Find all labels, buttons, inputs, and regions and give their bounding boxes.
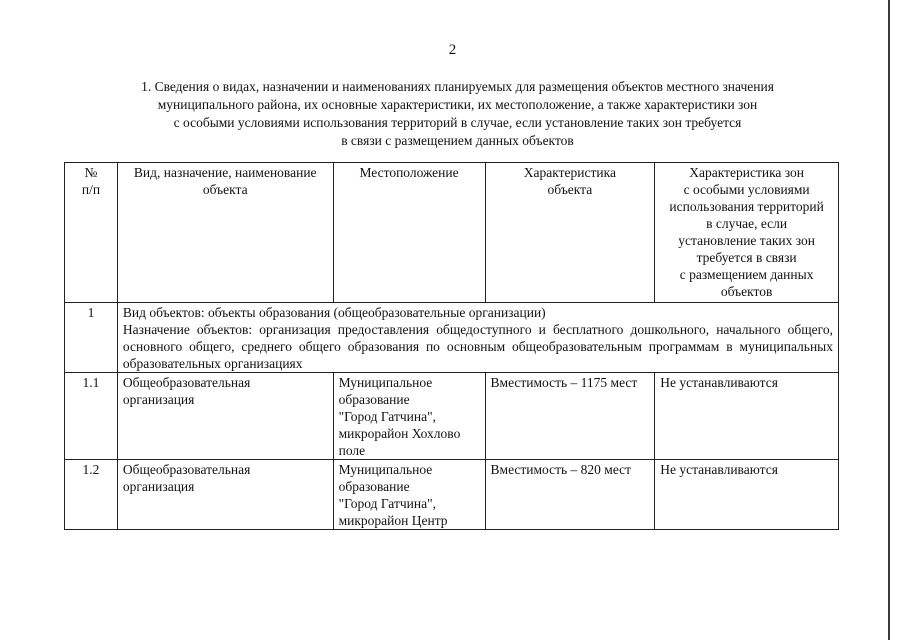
row-location	[333, 373, 485, 460]
group-num: 1	[65, 303, 118, 373]
header-line: п/п	[81, 182, 101, 197]
row-characteristic: Вместимость – 1175 мест	[485, 373, 655, 460]
group-purpose: Назначение объектов: организация предоставления общедоступного и бесплатного дошкольного, начального общего, основного общего, среднего общего образования по основным общеобразовательным программам в муниципальных образовательных организациях	[122, 322, 833, 371]
header-line: Характеристика	[523, 165, 616, 180]
header-characteristic	[485, 163, 655, 303]
group-row	[65, 303, 839, 373]
row-type	[117, 373, 333, 460]
cell-line: микрорайон Центр	[338, 513, 448, 528]
header-location	[333, 163, 485, 303]
page-edge-line	[888, 0, 890, 640]
cell-line: организация	[122, 392, 195, 407]
header-line: с размещением данных	[679, 267, 814, 282]
header-zone	[655, 163, 839, 303]
cell-line: "Город Гатчина",	[338, 409, 436, 424]
cell-line: Муниципальное	[338, 375, 433, 390]
row-num: 1.1	[65, 373, 118, 460]
row-location	[333, 460, 485, 530]
page-number: 2	[448, 42, 457, 58]
cell-line: поле	[338, 443, 366, 458]
header-line: объектов	[720, 284, 773, 299]
cell-line: Общеобразовательная	[122, 462, 251, 477]
header-line: объекта	[547, 182, 593, 197]
cell-line: образование	[338, 392, 410, 407]
header-line: Вид, назначение, наименование	[133, 165, 317, 180]
cell-line: организация	[122, 479, 195, 494]
header-type	[117, 163, 333, 303]
heading-line: муниципального района, их основные характеристики, их местоположение, а также характеристики зон	[157, 97, 758, 112]
header-line: Местоположение	[359, 165, 459, 180]
row-zone: Не устанавливаются	[655, 460, 839, 530]
row-type	[117, 460, 333, 530]
table-row	[65, 373, 839, 460]
header-line: использования территорий	[669, 199, 824, 214]
header-line: с особыми условиями	[683, 182, 810, 197]
cell-line: Общеобразовательная	[122, 375, 251, 390]
group-kind: Вид объектов: объекты образования (общеобразовательные организации)	[122, 305, 546, 320]
cell-line: "Город Гатчина",	[338, 496, 436, 511]
heading-line: 1. Сведения о видах, назначении и наименованиях планируемых для размещения объектов местного значения	[141, 79, 774, 94]
header-line: установление таких зон	[678, 233, 815, 248]
row-zone: Не устанавливаются	[655, 373, 839, 460]
header-num	[65, 163, 118, 303]
row-characteristic: Вместимость – 820 мест	[485, 460, 655, 530]
table-header-row	[65, 163, 839, 303]
header-line: в случае, если	[706, 216, 788, 231]
table-row	[65, 460, 839, 530]
heading-line: с особыми условиями использования территорий в случае, если установление таких зон требуется	[173, 115, 742, 130]
group-description	[117, 303, 838, 373]
cell-line: микрорайон Хохлово	[338, 426, 461, 441]
header-line: требуется в связи	[696, 250, 797, 265]
objects-table	[64, 162, 839, 530]
heading-line: в связи с размещением данных объектов	[341, 133, 574, 148]
cell-line: образование	[338, 479, 410, 494]
header-line: №	[84, 165, 98, 180]
row-num: 1.2	[65, 460, 118, 530]
document-heading	[60, 78, 855, 150]
cell-line: Муниципальное	[338, 462, 433, 477]
header-line: объекта	[202, 182, 248, 197]
header-line: Характеристика зон	[689, 165, 805, 180]
